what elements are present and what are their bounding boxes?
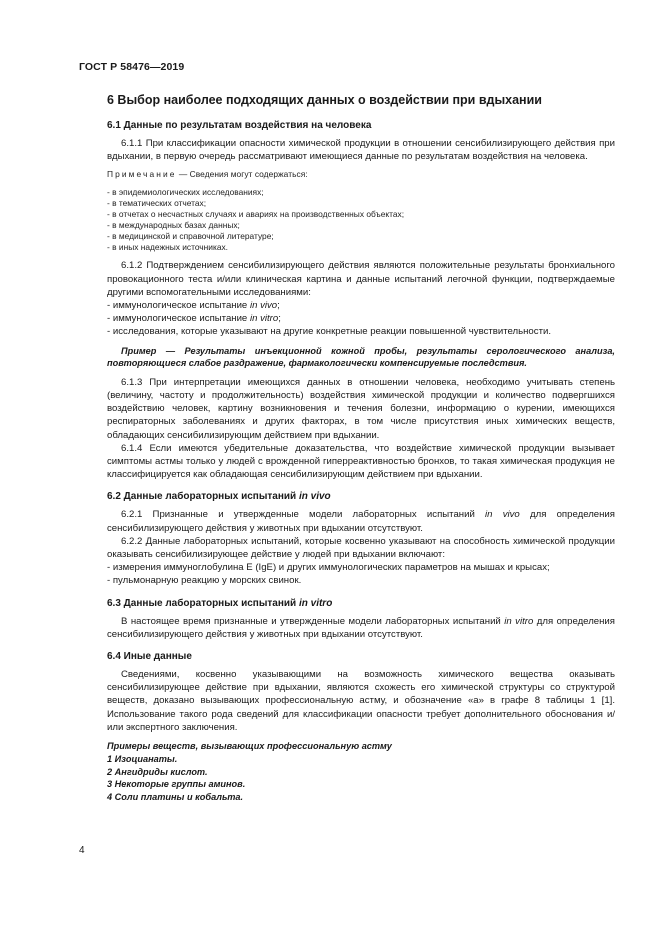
section-6-3-title-text: 6.3 Данные лабораторных испытаний	[107, 597, 299, 609]
page-number: 4	[79, 845, 85, 856]
section-6-2-title-italic: in vivo	[298, 491, 331, 503]
section-6-3-title-italic: in vitro	[298, 597, 333, 609]
section-6-4-title: 6.4 Иные данные	[107, 651, 192, 663]
list-item	[107, 299, 615, 312]
paragraph-text: для определения сенсибилизирующего действия у животных при вдыхании отсутствуют.	[107, 615, 615, 640]
paragraph-6-2-1	[107, 508, 615, 534]
paragraph-6-3	[107, 615, 615, 641]
section-6-2-title-text: 6.2 Данные лабораторных испытаний	[107, 491, 299, 503]
note-heading	[107, 169, 615, 180]
list-item-suffix: ;	[277, 299, 280, 311]
paragraph-6-1-1: 6.1.1 При классификации опасности химической продукции в отношении сенсибилизирующего действия при вдыхании, в первую очередь рассматривают имеющиеся данные по результатам воздействия на человека.	[107, 138, 615, 163]
note-item: - в эпидемиологических исследованиях;	[107, 186, 264, 197]
example-item: 1 Изоцианаты.	[107, 753, 178, 764]
list-item	[107, 312, 615, 325]
note-item: - в международных базах данных;	[107, 220, 240, 231]
section-6-1-title: 6.1 Данные по результатам воздействия на человека	[107, 120, 372, 131]
example-item: 4 Соли платины и кобальта.	[107, 792, 244, 803]
note-item: - в отчетах о несчастных случаях и авариях на производственных объектах;	[107, 209, 405, 219]
list-item: - исследования, которые указывают на другие конкретные реакции повышенной чувствительности.	[107, 326, 551, 338]
list-item-italic: in vivo	[249, 299, 278, 311]
example-paragraph: Пример — Результаты инъекционной кожной пробы, результаты серологического анализа, повторяющиеся слабое раздражение, фармакологически компенсируемые последствия.	[107, 345, 615, 369]
document-body	[107, 93, 615, 804]
examples-title: Примеры веществ, вызывающих профессиональную астму	[107, 741, 392, 752]
paragraph-6-1-2: 6.1.2 Подтверждением сенсибилизирующего действия являются положительные результаты бронхиального провокационного теста и/или клиническая картина и данные испытаний легочной функции, подтверждаемые другими вспомогательными исследованиями:	[107, 260, 615, 298]
section-6-title: 6 Выбор наиболее подходящих данных о воздействии при вдыхании	[107, 93, 542, 107]
example-item: 3 Некоторые группы аминов.	[107, 779, 246, 790]
paragraph-text: для определения сенсибилизирующего действия у животных при вдыхании отсутствуют.	[107, 509, 615, 534]
section-6-2-title	[107, 491, 615, 502]
paragraph-text: 6.2.1 Признанные и утвержденные модели лабораторных испытаний	[121, 509, 486, 521]
paragraph-6-1-4: 6.1.4 Если имеются убедительные доказательства, что воздействие химической продукции вызывает симптомы астмы только у людей с врожденной гиперреактивностью бронхов, то такая химическая продукция не классифицируется как обладающая сенсибилизирующим действием при вдыхании.	[107, 442, 615, 481]
note-text: — Сведения могут содержаться:	[176, 169, 308, 180]
note-block	[107, 169, 615, 253]
note-item: - в тематических отчетах;	[107, 197, 207, 208]
paragraph-6-2-2: 6.2.2 Данные лабораторных испытаний, которые косвенно указывают на способность химической продукции оказывать сенсибилизирующее действие у людей при вдыхании включают:	[107, 535, 615, 561]
list-item-text: - иммунологическое испытание	[107, 299, 250, 311]
list-item: - пульмонарную реакцию у морских свинок.	[107, 575, 302, 587]
paragraph-italic: in vitro	[504, 615, 534, 627]
paragraph-italic: in vivo	[485, 509, 520, 521]
note-item: - в медицинской и справочной литературе;	[107, 231, 274, 242]
section-6-3-title	[107, 598, 615, 609]
example-item: 2 Ангидриды кислот.	[107, 766, 208, 777]
list-item-italic: in vitro	[249, 313, 279, 325]
list-item-text: - иммунологическое испытание	[107, 313, 250, 325]
paragraph-6-4: Сведениями, косвенно указывающими на возможность химического вещества оказывать сенсибилизирующее действие при вдыхании, являются схожесть его химической структуры со структурой веществ, доказано вызывающих профессиональную астму, и обозначение «а» в графе 8 таблицы 1 [1]. Использование такого рода сведений для классификации опасности требует дополнительного обоснования и/или экспертного заключения.	[107, 669, 615, 733]
list-item-suffix: ;	[278, 313, 281, 325]
note-item: - в иных надежных источниках.	[107, 242, 228, 253]
list-item: - измерения иммуноглобулина E (IgE) и других иммунологических параметров на мышах и крысах;	[107, 562, 550, 574]
paragraph-6-1-3: 6.1.3 При интерпретации имеющихся данных в отношении человека, необходимо учитывать степень (величину, частоту и продолжительность) воздействия химической продукции и количество подвергшихся воздействию человек, картину возникновения и течения болезни, информацию о курении, имеющихся респираторных заболеваниях и других факторах, в том числе присутствия иных химических веществ, обладающих сенсибилизирующим действием при вдыхании.	[107, 376, 615, 441]
paragraph-text: В настоящее время признанные и утвержденные модели лабораторных испытаний	[121, 615, 505, 627]
document-header: ГОСТ Р 58476—2019	[79, 61, 185, 73]
examples-block	[107, 740, 615, 804]
note-prefix: Примечание	[107, 169, 177, 180]
